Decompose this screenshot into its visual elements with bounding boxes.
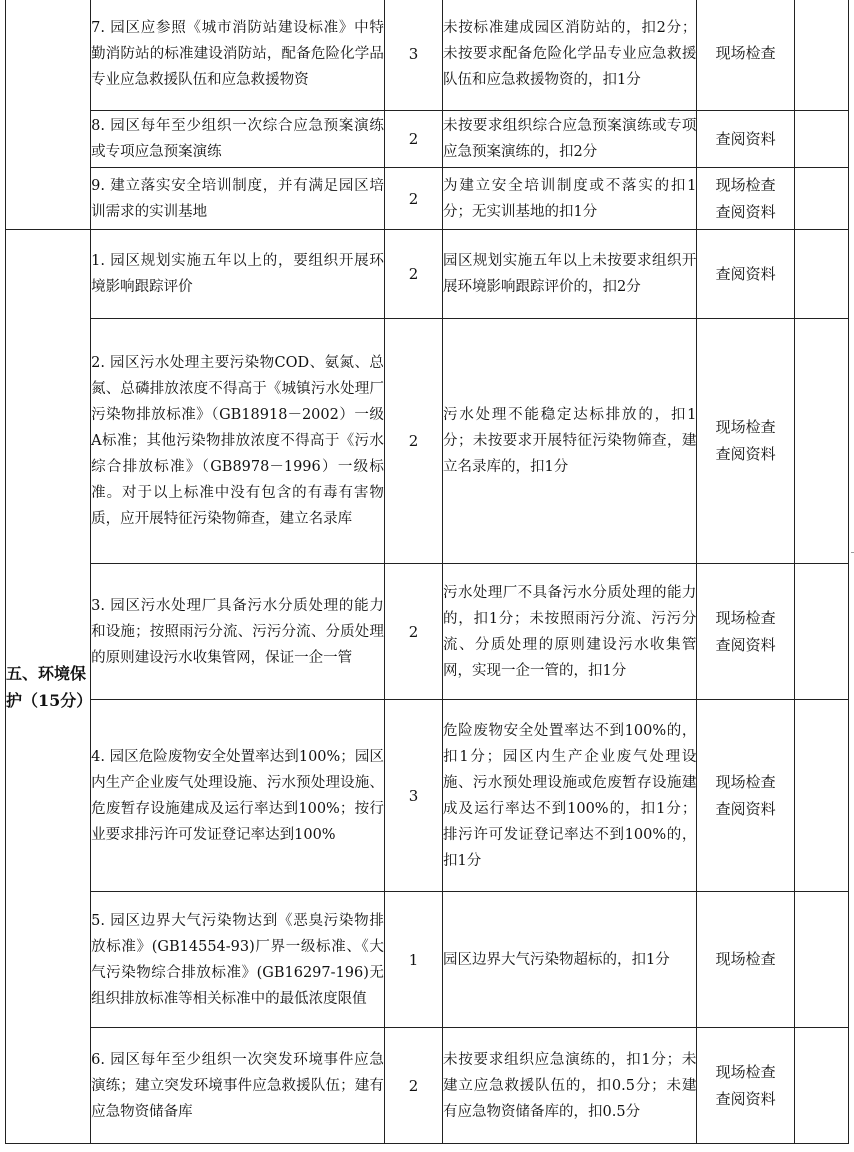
method-cell [697, 564, 795, 700]
score-cell: 2 [384, 319, 442, 564]
method-label: 现场检查 [715, 175, 776, 194]
score-cell: 2 [384, 564, 442, 700]
method-label: 查阅资料 [715, 1089, 776, 1108]
criteria-cell: 园区规划实施五年以上未按要求组织开展环境影响跟踪评价的，扣2分 [443, 230, 697, 319]
score-cell: 3 [384, 700, 442, 892]
requirement-cell: 4. 园区危险废物安全处置率达到100%；园区内生产企业废气处理设施、污水预处理设施、危废暂存设施建成及运行率达到100%；按行业要求排污许可发证登记率达到100% [91, 700, 385, 892]
criteria-cell: 园区边界大气污染物超标的，扣1分 [443, 892, 697, 1028]
remarks-cell [794, 168, 848, 230]
method-label: 现场检查 [715, 772, 776, 791]
method-cell [697, 0, 795, 111]
criteria-cell: 危险废物安全处置率达不到100%的，扣1分；园区内生产企业废气处理设施、污水预处理设施或危废暂存设施建成及运行率达不到100%的，扣1分；排污许可发证登记率达不到100%的，扣1分 [443, 700, 697, 892]
method-cell [697, 700, 795, 892]
table-row [6, 111, 849, 168]
remarks-cell [794, 0, 848, 111]
criteria-cell: 污水处理厂不具备污水分质处理的能力的，扣1分；未按照雨污分流、污污分流、分质处理的原则建设污水收集管网，实现一企一管的，扣1分 [443, 564, 697, 700]
requirement-cell: 8. 园区每年至少组织一次综合应急预案演练或专项应急预案演练 [91, 111, 385, 168]
method-label: 查阅资料 [715, 129, 776, 148]
requirement-cell: 7. 园区应参照《城市消防站建设标准》中特勤消防站的标准建设消防站，配备危险化学品专业应急救援队伍和应急救援物资 [91, 0, 385, 111]
table-row [6, 0, 849, 111]
requirement-cell: 5. 园区边界大气污染物达到《恶臭污染物排放标准》(GB14554-93)厂界一级标准、《大气污染物综合排放标准》(GB16297-196)无组织排放标准等相关标准中的最低浓度限值 [91, 892, 385, 1028]
remarks-cell [794, 564, 848, 700]
method-label: 查阅资料 [715, 635, 776, 654]
requirement-cell: 9. 建立落实安全培训制度，并有满足园区培训需求的实训基地 [91, 168, 385, 230]
remarks-cell [794, 111, 848, 168]
score-cell: 2 [384, 230, 442, 319]
remarks-cell [794, 700, 848, 892]
score-cell: 3 [384, 0, 442, 111]
remarks-cell [794, 1028, 848, 1144]
method-label: 查阅资料 [715, 202, 776, 221]
category-cell-continued [6, 0, 91, 230]
method-label: 现场检查 [715, 418, 776, 436]
method-label: 查阅资料 [715, 799, 776, 818]
criteria-cell: 未按标准建成园区消防站的，扣2分；未按要求配备危险化学品专业应急救援队伍和应急救援物资的，扣1分 [443, 0, 697, 111]
assessment-table [5, 0, 849, 1144]
score-cell: 2 [384, 111, 442, 168]
method-label: 现场检查 [715, 950, 776, 968]
table-row [6, 168, 849, 230]
remarks-cell [794, 319, 848, 564]
criteria-cell: 未按要求组织综合应急预案演练或专项应急预案演练的，扣2分 [443, 111, 697, 168]
method-label: 查阅资料 [715, 445, 776, 463]
remarks-cell [794, 892, 848, 1028]
method-label: 现场检查 [715, 1062, 776, 1081]
requirement-cell: 6. 园区每年至少组织一次突发环境事件应急演练；建立突发环境事件应急救援队伍；建有应急物资储备库 [91, 1028, 385, 1144]
table-row [6, 319, 849, 564]
score-cell: 1 [384, 892, 442, 1028]
requirement-cell: 1. 园区规划实施五年以上的，要组织开展环境影响跟踪评价 [91, 230, 385, 319]
method-cell [697, 111, 795, 168]
requirement-cell: 3. 园区污水处理厂具备污水分质处理的能力和设施；按照雨污分流、污污分流、分质处理的原则建设污水收集管网，保证一企一管 [91, 564, 385, 700]
requirement-cell: 2. 园区污水处理主要污染物COD、氨氮、总氮、总磷排放浓度不得高于《城镇污水处理厂污染物排放标准》（GB18918－2002）一级A标准；其他污染物排放浓度不得高于《污水综合排放标准》（GB8978－1996）一级标准。对于以上标准中没有包含的有毒有害物质，应开展特征污染物筛查，建立名录库 [91, 319, 385, 564]
criteria-cell: 未按要求组织应急演练的，扣1分；未建立应急救援队伍的，扣0.5分；未建有应急物资储备库的，扣0.5分 [443, 1028, 697, 1144]
method-cell [697, 168, 795, 230]
category-cell: 五、环境保护（15分） [6, 230, 91, 1144]
table-row [6, 230, 849, 319]
table-row [6, 700, 849, 892]
method-cell [697, 230, 795, 319]
criteria-cell: 污水处理不能稳定达标排放的，扣1分；未按要求开展特征污染物筛查，建立名录库的，扣1分 [443, 319, 697, 564]
table-row [6, 564, 849, 700]
method-cell [697, 1028, 795, 1144]
method-cell [697, 892, 795, 1028]
score-cell: 2 [384, 1028, 442, 1144]
method-cell [697, 319, 795, 564]
criteria-cell: 为建立安全培训制度或不落实的扣1分；无实训基地的扣1分 [443, 168, 697, 230]
method-label: 现场检查 [715, 44, 776, 62]
table-row [6, 892, 849, 1028]
method-label: 现场检查 [715, 608, 776, 627]
table-row [6, 1028, 849, 1144]
score-cell: 2 [384, 168, 442, 230]
remarks-cell [794, 230, 848, 319]
method-label: 查阅资料 [715, 264, 776, 283]
